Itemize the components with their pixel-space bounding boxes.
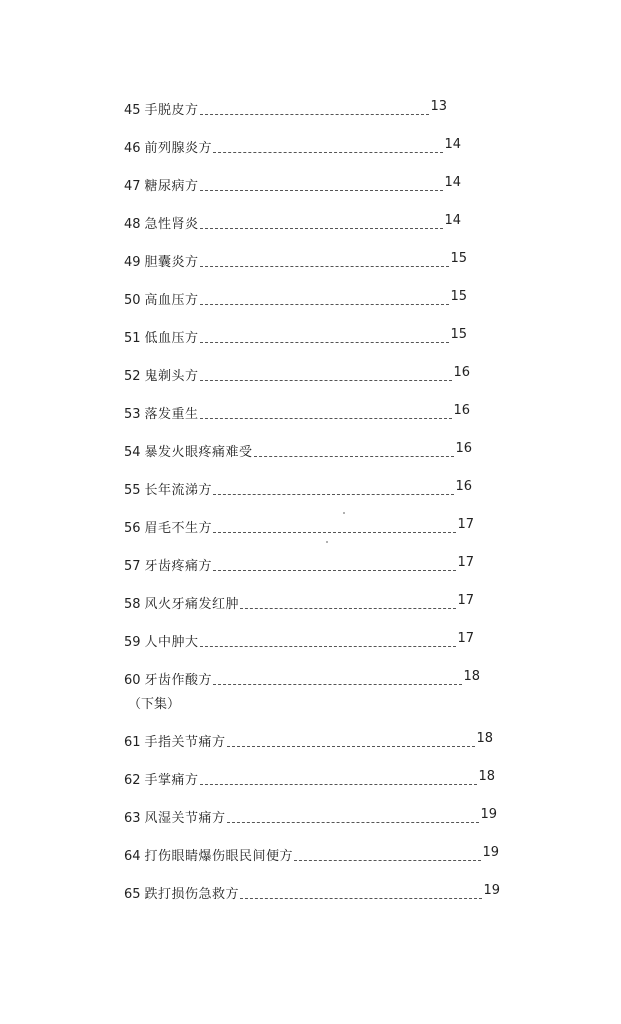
- entry-number: 62: [124, 773, 141, 788]
- entry-page-number: 19: [480, 807, 497, 822]
- entry-title: 长年流涕方: [144, 483, 213, 498]
- toc-entry: [124, 138, 461, 160]
- entry-page-number: 14: [444, 213, 461, 228]
- dotted-leader: [200, 417, 453, 419]
- entry-title: 暴发火眼疼痛难受: [144, 445, 253, 460]
- dotted-leader: [200, 113, 430, 115]
- entry-page-number: 17: [457, 517, 474, 532]
- entry-page-number: 13: [430, 99, 447, 114]
- entry-page-number: 19: [483, 883, 500, 898]
- entry-number: 51: [124, 331, 141, 346]
- dotted-leader: [200, 265, 450, 267]
- entry-title: 糖尿病方: [144, 179, 199, 194]
- dotted-leader: [240, 607, 456, 609]
- entry-title: 低血压方: [144, 331, 199, 346]
- toc-entry: [124, 480, 472, 502]
- toc-entry: [124, 366, 470, 388]
- dotted-leader: [200, 783, 478, 785]
- entry-page-number: 18: [476, 731, 493, 746]
- toc-entry: [124, 176, 461, 198]
- entry-title: 风湿关节痛方: [144, 811, 226, 826]
- entry-page-number: 15: [450, 251, 467, 266]
- dotted-leader: [254, 455, 455, 457]
- toc-entry: [124, 290, 467, 312]
- entry-number: 54: [124, 445, 141, 460]
- entry-number: 60: [124, 673, 141, 688]
- dotted-leader: [213, 683, 462, 685]
- entry-number: 46: [124, 141, 141, 156]
- entry-page-number: 16: [455, 441, 472, 456]
- entry-page-number: 14: [444, 137, 461, 152]
- entry-page-number: 16: [453, 403, 470, 418]
- toc-entry: [124, 518, 474, 540]
- entry-number: 63: [124, 811, 141, 826]
- entry-title: 高血压方: [144, 293, 199, 308]
- entry-title: 胆囊炎方: [144, 255, 199, 270]
- dotted-leader: [213, 531, 456, 533]
- scan-speck: [326, 541, 328, 543]
- entry-number: 48: [124, 217, 141, 232]
- entry-page-number: 14: [444, 175, 461, 190]
- entry-number: 58: [124, 597, 141, 612]
- toc-entry: [124, 404, 470, 426]
- dotted-leader: [200, 303, 450, 305]
- toc-entry: [124, 884, 500, 906]
- entry-number: 50: [124, 293, 141, 308]
- toc-entry: [124, 442, 472, 464]
- entry-title: 风火牙痛发红肿: [144, 597, 240, 612]
- entry-number: 52: [124, 369, 141, 384]
- toc-entry: [124, 846, 499, 868]
- dotted-leader: [213, 493, 454, 495]
- dotted-leader: [227, 745, 476, 747]
- toc-entry: [124, 632, 474, 654]
- dotted-leader: [200, 341, 450, 343]
- entry-number: 55: [124, 483, 141, 498]
- scan-speck: [343, 512, 345, 514]
- entry-title: 急性肾炎: [144, 217, 199, 232]
- entry-page-number: 16: [455, 479, 472, 494]
- section-label: （下集）: [128, 697, 181, 712]
- entry-page-number: 18: [478, 769, 495, 784]
- entry-page-number: 15: [450, 327, 467, 342]
- dotted-leader: [240, 897, 482, 899]
- entry-title: 牙齿疼痛方: [144, 559, 213, 574]
- entry-number: 56: [124, 521, 141, 536]
- toc-entry: [124, 252, 467, 274]
- toc-entry: [124, 594, 474, 616]
- entry-title: 鬼剃头方: [144, 369, 199, 384]
- toc-entry: [124, 808, 497, 830]
- toc-entry: [124, 556, 474, 578]
- entry-page-number: 16: [453, 365, 470, 380]
- entry-title: 眉毛不生方: [144, 521, 213, 536]
- dotted-leader: [227, 821, 480, 823]
- dotted-leader: [200, 227, 444, 229]
- entry-number: 59: [124, 635, 141, 650]
- entry-title: 打伤眼睛爆伤眼民间便方: [144, 849, 294, 864]
- entry-title: 手指关节痛方: [144, 735, 226, 750]
- toc-entry: [124, 670, 480, 692]
- entry-page-number: 19: [482, 845, 499, 860]
- entry-page-number: 18: [463, 669, 480, 684]
- entry-title: 跌打损伤急救方: [144, 887, 240, 902]
- entry-number: 47: [124, 179, 141, 194]
- entry-number: 65: [124, 887, 141, 902]
- toc-entry: [124, 214, 461, 236]
- entry-title: 手掌痛方: [144, 773, 199, 788]
- dotted-leader: [200, 379, 453, 381]
- toc-entry: [124, 770, 495, 792]
- entry-title: 手脱皮方: [144, 103, 199, 118]
- toc-entry: [124, 328, 467, 350]
- dotted-leader: [294, 859, 481, 861]
- entry-page-number: 17: [457, 631, 474, 646]
- entry-title: 人中肿大: [144, 635, 199, 650]
- entry-number: 49: [124, 255, 141, 270]
- entry-title: 落发重生: [144, 407, 199, 422]
- dotted-leader: [200, 645, 457, 647]
- entry-number: 45: [124, 103, 141, 118]
- toc-entry: [124, 100, 447, 122]
- entry-title: 牙齿作酸方: [144, 673, 213, 688]
- entry-page-number: 17: [457, 555, 474, 570]
- dotted-leader: [213, 569, 456, 571]
- dotted-leader: [200, 189, 444, 191]
- entry-number: 57: [124, 559, 141, 574]
- toc-entry: [124, 732, 493, 754]
- dotted-leader: [213, 151, 443, 153]
- entry-title: 前列腺炎方: [144, 141, 213, 156]
- entry-page-number: 17: [457, 593, 474, 608]
- entry-number: 64: [124, 849, 141, 864]
- entry-number: 53: [124, 407, 141, 422]
- entry-number: 61: [124, 735, 141, 750]
- entry-page-number: 15: [450, 289, 467, 304]
